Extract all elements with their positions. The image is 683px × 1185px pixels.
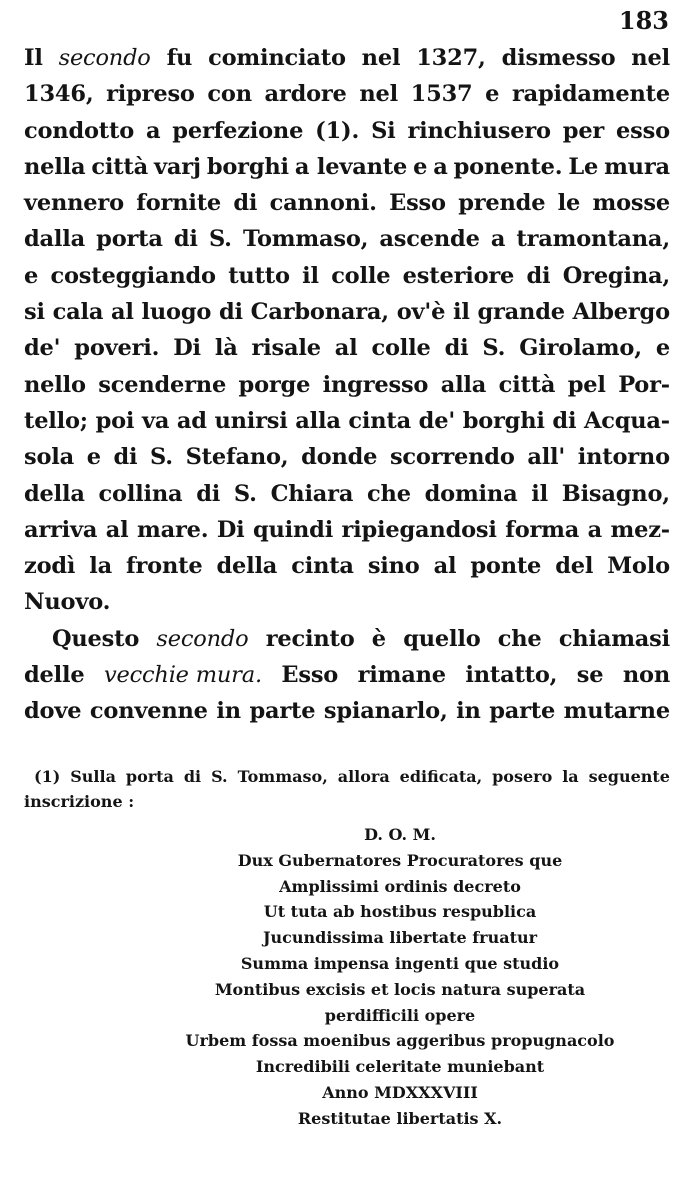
word: di — [526, 262, 551, 289]
main-text — [24, 40, 670, 730]
footnote-word: inscrizione : — [24, 792, 135, 812]
text-line — [24, 113, 670, 149]
word: tello; — [24, 407, 88, 434]
footnote-word: porta — [125, 767, 174, 786]
word: spianarlo, — [323, 698, 448, 725]
text-line — [24, 185, 670, 221]
word: S. — [233, 480, 257, 507]
word: a — [490, 226, 506, 253]
word: all' — [527, 444, 566, 471]
word: sola — [24, 444, 75, 471]
word: Esso — [389, 190, 446, 217]
word: Bisagno, — [561, 480, 670, 507]
word: si — [24, 299, 45, 326]
footnote-word: S. — [211, 767, 228, 786]
word: fronte — [126, 553, 203, 580]
word: nel — [631, 45, 670, 71]
word: di — [113, 444, 138, 471]
footnote-word: allora — [337, 767, 390, 786]
footnote-word: edificata, — [399, 767, 483, 786]
word: Nuovo. — [24, 589, 111, 616]
footnote-word: seguente — [588, 767, 670, 786]
word: esso — [616, 117, 670, 144]
footnote-line — [24, 764, 670, 789]
word: mutarne — [563, 698, 670, 725]
word: forma — [505, 516, 580, 543]
word: al — [111, 299, 134, 326]
text-line — [24, 621, 670, 657]
word: dismesso — [501, 45, 616, 71]
word: ad — [176, 407, 207, 434]
word: rimane — [357, 662, 446, 689]
word: il — [531, 480, 548, 507]
word: poveri. — [74, 335, 160, 362]
word: domina — [424, 480, 518, 507]
word: quindi — [252, 516, 334, 543]
footnote — [24, 764, 670, 815]
word: condotto — [24, 117, 134, 144]
word: nel — [359, 81, 398, 108]
word: convenne — [89, 698, 208, 725]
footnote-word: di — [183, 767, 202, 786]
word: de' — [418, 407, 456, 434]
word: al — [433, 553, 457, 580]
footnote-word: la — [562, 767, 579, 786]
word: pel — [567, 371, 606, 398]
text-line — [24, 294, 670, 330]
word: donde — [301, 444, 378, 471]
word: mez- — [610, 516, 670, 543]
word: in — [456, 698, 481, 725]
paragraph-1 — [24, 40, 670, 621]
text-line — [24, 149, 670, 185]
word: con — [207, 81, 252, 108]
word: di — [444, 335, 469, 362]
inscription-line: Summa impensa ingenti que studio — [240, 953, 560, 973]
word: poi — [95, 407, 135, 434]
word: e — [86, 444, 101, 471]
inscription-line: Montibus excisis et locis natura superata — [214, 979, 586, 999]
word: S. — [208, 226, 232, 253]
word: della — [24, 480, 85, 507]
paragraph-2 — [24, 621, 670, 730]
word: ascende — [379, 226, 480, 253]
word: Di — [173, 335, 201, 362]
word: vennero — [24, 190, 124, 217]
word: il — [302, 262, 319, 289]
word: nello — [24, 371, 86, 398]
inscription-line: Dux Gubernatores Procuratores que — [237, 850, 563, 870]
text-line — [24, 584, 670, 620]
word: di — [218, 299, 243, 326]
word: è — [371, 625, 386, 652]
word: mare. — [136, 516, 209, 543]
text-line — [24, 693, 670, 729]
word: de' — [24, 335, 61, 362]
footnote-word: (1) — [34, 767, 61, 786]
word: rapidamente — [511, 81, 670, 108]
word: le — [557, 190, 581, 217]
word: per — [562, 117, 605, 144]
word: fornite — [136, 190, 222, 217]
word: a levante — [294, 153, 408, 180]
word: tutto — [228, 262, 290, 289]
word: Questo — [52, 625, 140, 652]
word: secondo — [156, 625, 249, 652]
word: Il — [24, 45, 43, 71]
word: scenderne — [98, 371, 227, 398]
text-line — [24, 76, 670, 112]
word: e — [655, 335, 670, 362]
inscription-line: Amplissimi ordinis decreto — [279, 876, 521, 896]
word: ponente. — [453, 153, 563, 180]
word: zodì — [24, 553, 76, 580]
word: luogo — [141, 299, 212, 326]
word: mosse — [592, 190, 670, 217]
word: Esso — [281, 662, 339, 689]
word: al — [105, 516, 129, 543]
word: non — [622, 662, 670, 689]
word: prende — [458, 190, 546, 217]
word: delle — [24, 662, 85, 689]
word: Si — [371, 117, 396, 144]
inscription-line: Ut tuta ab hostibus respublica — [263, 902, 537, 922]
word: fu — [166, 45, 193, 71]
word: Tommaso, — [242, 226, 369, 253]
word: ov'è — [396, 299, 446, 326]
word: porge — [238, 371, 311, 398]
word: parte — [249, 698, 316, 725]
word: cinta — [291, 553, 354, 580]
word: che — [497, 625, 542, 652]
word: che — [367, 480, 411, 507]
word: ponte — [470, 553, 542, 580]
word: Oregina, — [562, 262, 670, 289]
word: il — [452, 299, 470, 326]
word: Girolamo, — [519, 335, 642, 362]
word: la — [89, 553, 113, 580]
inscription-line: Urbem fossa moenibus aggeribus propugnacolo — [185, 1031, 615, 1051]
word: Molo — [607, 553, 670, 580]
word: esteriore — [402, 262, 515, 289]
word: sino — [367, 553, 420, 580]
word: città — [91, 153, 148, 180]
word: borghi — [462, 407, 545, 434]
word: arriva — [24, 516, 98, 543]
word: di — [196, 480, 221, 507]
word: città — [498, 371, 556, 398]
word: Carbonara, — [250, 299, 389, 326]
word: là — [214, 335, 238, 362]
text-line — [24, 40, 670, 76]
footnote-word: Tommaso, — [237, 767, 328, 786]
inscription — [160, 822, 640, 1132]
word: alla — [295, 407, 341, 434]
page-number: 183 — [618, 6, 669, 35]
word: 1537 — [410, 81, 473, 108]
word: 1346, — [24, 81, 94, 108]
word: e — [485, 81, 500, 108]
word: alla — [440, 371, 487, 398]
text-line — [24, 657, 670, 693]
word: recinto — [265, 625, 355, 652]
footnote-word: Sulla — [70, 767, 116, 786]
text-line — [24, 330, 670, 366]
word: nella — [24, 153, 86, 180]
word: mura — [604, 153, 670, 180]
word: a — [145, 117, 161, 144]
word: cannoni. — [269, 190, 377, 217]
word: S. — [150, 444, 173, 471]
word: di — [233, 190, 258, 217]
text-line — [24, 258, 670, 294]
word: di — [173, 226, 198, 253]
word: Acqua- — [583, 407, 670, 434]
word: ripiegandosi — [341, 516, 497, 543]
inscription-line: Jucundissima libertate fruatur — [262, 928, 538, 948]
word: 1327, — [416, 45, 486, 71]
word: va — [141, 407, 170, 434]
inscription-line: perdifficili opere — [324, 1005, 476, 1025]
word: del — [555, 553, 594, 580]
inscription-line: Incredibili celeritate muniebant — [255, 1057, 545, 1077]
word: chiamasi — [558, 625, 670, 652]
word: risale — [251, 335, 321, 362]
word: ingresso — [322, 371, 429, 398]
word: dove — [24, 698, 82, 725]
footnote-line — [24, 789, 670, 814]
word: Stefano, — [185, 444, 289, 471]
word: vecchie mura. — [103, 662, 262, 689]
word: borghi — [206, 153, 289, 180]
word: e — [413, 153, 428, 180]
word: a — [433, 153, 448, 180]
word: e — [24, 262, 39, 289]
word: intatto, — [465, 662, 558, 689]
word: della — [216, 553, 278, 580]
text-line — [24, 403, 670, 439]
word: Por- — [618, 371, 670, 398]
word: Di — [216, 516, 245, 543]
word: al — [334, 335, 358, 362]
word: cominciato — [208, 45, 346, 71]
text-line — [24, 221, 670, 257]
word: porta — [96, 226, 163, 253]
word: cinta — [348, 407, 411, 434]
word: nel — [361, 45, 401, 71]
word: quello — [403, 625, 481, 652]
text-line — [24, 367, 670, 403]
word: costeggiando — [50, 262, 216, 289]
word: colle — [371, 335, 431, 362]
word: scorrendo — [389, 444, 515, 471]
word: (1). — [315, 117, 360, 144]
word: collina — [98, 480, 183, 507]
word: in — [216, 698, 241, 725]
word: rinchiusero — [407, 117, 551, 144]
word: varj — [153, 153, 201, 180]
word: a — [587, 516, 603, 543]
word: Le — [568, 153, 599, 180]
word: dalla — [24, 226, 85, 253]
text-line — [24, 439, 670, 475]
word: di — [552, 407, 577, 434]
word: Chiara — [270, 480, 354, 507]
text-line — [24, 548, 670, 584]
word: ardore — [264, 81, 347, 108]
word: grande — [477, 299, 565, 326]
word: Albergo — [572, 299, 670, 326]
word: intorno — [577, 444, 670, 471]
word: colle — [331, 262, 391, 289]
text-line — [24, 512, 670, 548]
word: S. — [482, 335, 506, 362]
word: unirsi — [214, 407, 288, 434]
word: se — [576, 662, 604, 689]
word: secondo — [58, 45, 151, 71]
footnote-word: posero — [492, 767, 553, 786]
inscription-line: Anno MDXXXVIII — [322, 1082, 478, 1102]
inscription-line: D. O. M. — [364, 825, 436, 844]
word: tramontana, — [516, 226, 670, 253]
word: cala — [52, 299, 104, 326]
word: ripreso — [106, 81, 195, 108]
word: parte — [489, 698, 556, 725]
inscription-line: Restitutae libertatis X. — [297, 1108, 503, 1128]
text-line — [24, 476, 670, 512]
word: perfezione — [172, 117, 304, 144]
